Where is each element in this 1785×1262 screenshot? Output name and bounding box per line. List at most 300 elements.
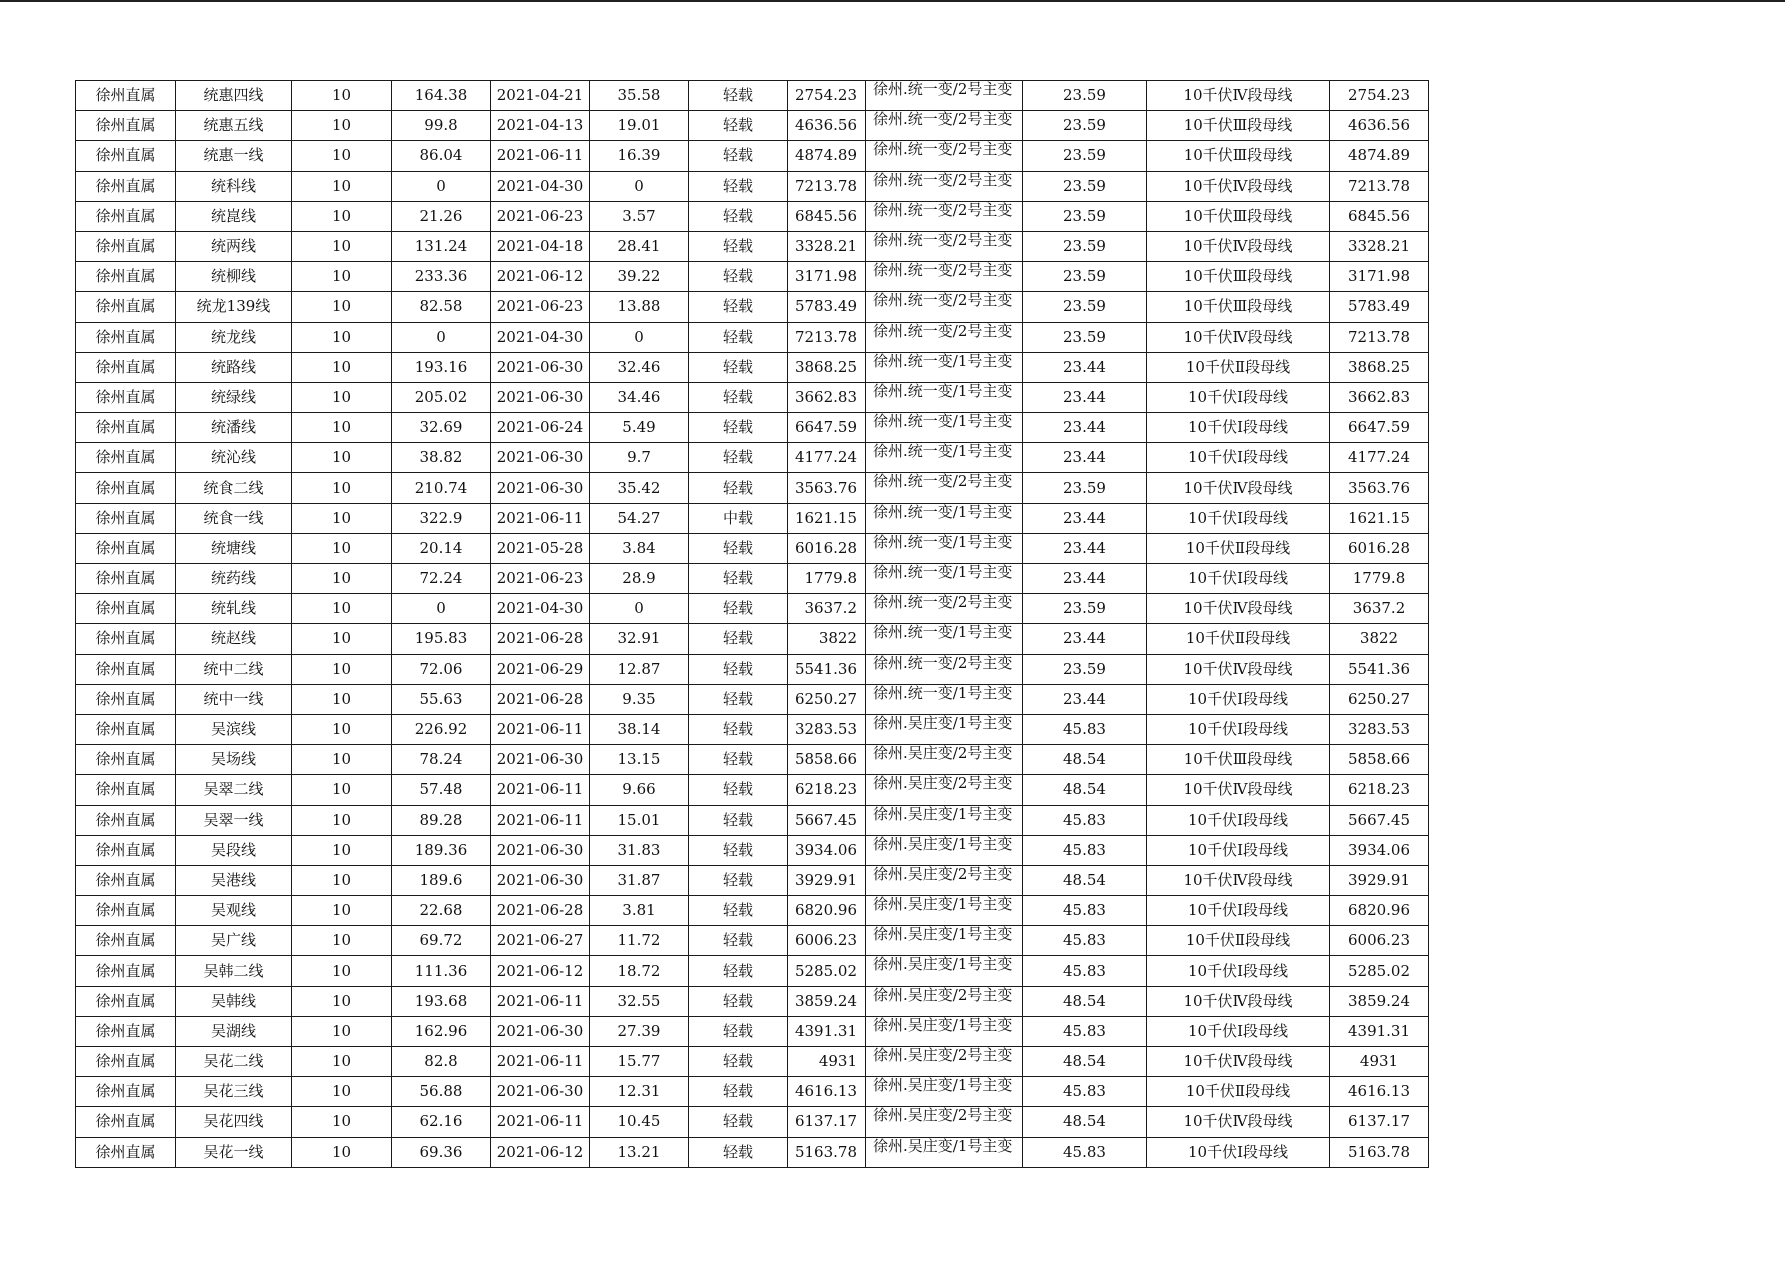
load-rate-cell: 11.72 [590,926,689,956]
transformer-load-rate-cell: 48.54 [1023,986,1147,1016]
date-cell: 2021-06-12 [491,1137,590,1167]
voltage-cell: 10 [292,382,392,412]
line-name-cell: 吴花一线 [176,1137,292,1167]
load-status-cell: 轻载 [689,141,788,171]
company-cell: 徐州直属 [76,654,176,684]
date-cell: 2021-06-29 [491,654,590,684]
voltage-cell: 10 [292,322,392,352]
line-name-cell: 统中一线 [176,684,292,714]
substation-transformer-cell: 徐州.吴庄变/1号主变 [866,896,1023,926]
busbar-cell: 10千伏Ⅳ段母线 [1147,1047,1330,1077]
line-name-cell: 统塘线 [176,533,292,563]
substation-transformer-cell: 徐州.统一变/1号主变 [866,533,1023,563]
load-status-cell: 轻载 [689,111,788,141]
voltage-cell: 10 [292,865,392,895]
busbar-cell: 10千伏Ⅰ段母线 [1147,503,1330,533]
load-rate-cell: 34.46 [590,382,689,412]
transformer-load-rate-cell: 45.83 [1023,896,1147,926]
busbar-cell: 10千伏Ⅰ段母线 [1147,382,1330,412]
substation-transformer-cell: 徐州.统一变/2号主变 [866,292,1023,322]
date-cell: 2021-06-24 [491,413,590,443]
voltage-cell: 10 [292,986,392,1016]
capacity-margin-cell: 5285.02 [1330,956,1429,986]
company-cell: 徐州直属 [76,81,176,111]
substation-transformer-cell: 徐州.吴庄变/2号主变 [866,1047,1023,1077]
busbar-cell: 10千伏Ⅱ段母线 [1147,624,1330,654]
transformer-load-rate-cell: 23.59 [1023,141,1147,171]
busbar-cell: 10千伏Ⅱ段母线 [1147,533,1330,563]
capacity-margin-cell: 3662.83 [1330,382,1429,412]
load-rate-cell: 32.91 [590,624,689,654]
load-status-cell: 轻载 [689,1107,788,1137]
busbar-cell: 10千伏Ⅰ段母线 [1147,443,1330,473]
date-cell: 2021-04-21 [491,81,590,111]
table-row [76,624,1429,654]
busbar-cell: 10千伏Ⅲ段母线 [1147,745,1330,775]
load-rate-cell: 35.58 [590,81,689,111]
load-status-cell: 轻载 [689,292,788,322]
voltage-cell: 10 [292,624,392,654]
company-cell: 徐州直属 [76,1077,176,1107]
company-cell: 徐州直属 [76,684,176,714]
load-rate-cell: 9.7 [590,443,689,473]
voltage-cell: 10 [292,564,392,594]
voltage-cell: 10 [292,745,392,775]
table-row [76,1137,1429,1167]
date-cell: 2021-06-30 [491,473,590,503]
load-status-cell: 轻载 [689,262,788,292]
transformer-load-rate-cell: 23.59 [1023,231,1147,261]
load-rate-cell: 18.72 [590,956,689,986]
available-capacity-cell: 4931 [788,1047,866,1077]
transformer-load-rate-cell: 23.44 [1023,382,1147,412]
load-status-cell: 轻载 [689,775,788,805]
max-current-cell: 78.24 [392,745,491,775]
company-cell: 徐州直属 [76,775,176,805]
table-row [76,1016,1429,1046]
substation-transformer-cell: 徐州.吴庄变/1号主变 [866,714,1023,744]
transformer-load-rate-cell: 23.44 [1023,533,1147,563]
transformer-load-rate-cell: 48.54 [1023,775,1147,805]
transformer-load-rate-cell: 23.59 [1023,171,1147,201]
transformer-load-rate-cell: 23.59 [1023,292,1147,322]
company-cell: 徐州直属 [76,745,176,775]
line-name-cell: 吴翠一线 [176,805,292,835]
max-current-cell: 86.04 [392,141,491,171]
capacity-margin-cell: 4874.89 [1330,141,1429,171]
load-status-cell: 轻载 [689,322,788,352]
busbar-cell: 10千伏Ⅳ段母线 [1147,171,1330,201]
substation-transformer-cell: 徐州.吴庄变/1号主变 [866,1016,1023,1046]
load-rate-cell: 28.41 [590,231,689,261]
transformer-load-rate-cell: 23.44 [1023,564,1147,594]
available-capacity-cell: 1779.8 [788,564,866,594]
busbar-cell: 10千伏Ⅱ段母线 [1147,1077,1330,1107]
date-cell: 2021-06-11 [491,141,590,171]
available-capacity-cell: 5163.78 [788,1137,866,1167]
substation-transformer-cell: 徐州.吴庄变/2号主变 [866,1107,1023,1137]
available-capacity-cell: 3662.83 [788,382,866,412]
max-current-cell: 82.8 [392,1047,491,1077]
capacity-margin-cell: 6647.59 [1330,413,1429,443]
substation-transformer-cell: 徐州.吴庄变/1号主变 [866,835,1023,865]
voltage-cell: 10 [292,926,392,956]
load-status-cell: 中载 [689,503,788,533]
line-name-cell: 吴广线 [176,926,292,956]
busbar-cell: 10千伏Ⅳ段母线 [1147,473,1330,503]
load-status-cell: 轻载 [689,896,788,926]
transformer-load-rate-cell: 23.59 [1023,322,1147,352]
voltage-cell: 10 [292,1107,392,1137]
transformer-load-rate-cell: 23.44 [1023,684,1147,714]
voltage-cell: 10 [292,413,392,443]
table-row [76,805,1429,835]
capacity-margin-cell: 3929.91 [1330,865,1429,895]
company-cell: 徐州直属 [76,171,176,201]
max-current-cell: 193.16 [392,352,491,382]
capacity-margin-cell: 6006.23 [1330,926,1429,956]
capacity-margin-cell: 3563.76 [1330,473,1429,503]
load-rate-cell: 13.88 [590,292,689,322]
capacity-margin-cell: 5783.49 [1330,292,1429,322]
transformer-load-rate-cell: 45.83 [1023,926,1147,956]
company-cell: 徐州直属 [76,865,176,895]
line-name-cell: 吴韩线 [176,986,292,1016]
capacity-margin-cell: 6016.28 [1330,533,1429,563]
table-row [76,564,1429,594]
busbar-cell: 10千伏Ⅳ段母线 [1147,1107,1330,1137]
line-name-cell: 吴翠二线 [176,775,292,805]
voltage-cell: 10 [292,1047,392,1077]
date-cell: 2021-06-30 [491,352,590,382]
max-current-cell: 32.69 [392,413,491,443]
line-name-cell: 统中二线 [176,654,292,684]
company-cell: 徐州直属 [76,292,176,322]
transformer-load-rate-cell: 45.83 [1023,1077,1147,1107]
capacity-margin-cell: 4636.56 [1330,111,1429,141]
transformer-load-rate-cell: 23.44 [1023,443,1147,473]
line-name-cell: 吴花二线 [176,1047,292,1077]
capacity-margin-cell: 4931 [1330,1047,1429,1077]
date-cell: 2021-04-30 [491,322,590,352]
load-status-cell: 轻载 [689,352,788,382]
available-capacity-cell: 6647.59 [788,413,866,443]
line-name-cell: 统科线 [176,171,292,201]
table-row [76,201,1429,231]
voltage-cell: 10 [292,141,392,171]
date-cell: 2021-06-23 [491,201,590,231]
capacity-margin-cell: 6218.23 [1330,775,1429,805]
max-current-cell: 162.96 [392,1016,491,1046]
substation-transformer-cell: 徐州.统一变/2号主变 [866,322,1023,352]
busbar-cell: 10千伏Ⅰ段母线 [1147,714,1330,744]
load-status-cell: 轻载 [689,684,788,714]
table-row [76,111,1429,141]
load-rate-cell: 12.31 [590,1077,689,1107]
load-rate-cell: 15.01 [590,805,689,835]
date-cell: 2021-06-11 [491,503,590,533]
substation-transformer-cell: 徐州.吴庄变/1号主变 [866,1077,1023,1107]
max-current-cell: 189.36 [392,835,491,865]
load-rate-cell: 32.46 [590,352,689,382]
capacity-margin-cell: 4177.24 [1330,443,1429,473]
capacity-margin-cell: 6137.17 [1330,1107,1429,1137]
substation-transformer-cell: 徐州.统一变/1号主变 [866,352,1023,382]
load-status-cell: 轻载 [689,594,788,624]
substation-transformer-cell: 徐州.统一变/1号主变 [866,503,1023,533]
company-cell: 徐州直属 [76,564,176,594]
transformer-load-rate-cell: 45.83 [1023,1016,1147,1046]
capacity-margin-cell: 5163.78 [1330,1137,1429,1167]
substation-transformer-cell: 徐州.统一变/2号主变 [866,231,1023,261]
busbar-cell: 10千伏Ⅲ段母线 [1147,111,1330,141]
load-rate-cell: 39.22 [590,262,689,292]
busbar-cell: 10千伏Ⅲ段母线 [1147,141,1330,171]
substation-transformer-cell: 徐州.吴庄变/1号主变 [866,926,1023,956]
table-row [76,413,1429,443]
load-rate-cell: 3.57 [590,201,689,231]
busbar-cell: 10千伏Ⅳ段母线 [1147,81,1330,111]
max-current-cell: 164.38 [392,81,491,111]
table-row [76,865,1429,895]
line-name-cell: 统龙139线 [176,292,292,322]
voltage-cell: 10 [292,775,392,805]
available-capacity-cell: 6218.23 [788,775,866,805]
voltage-cell: 10 [292,533,392,563]
busbar-cell: 10千伏Ⅱ段母线 [1147,352,1330,382]
transformer-load-rate-cell: 45.83 [1023,1137,1147,1167]
table-row [76,81,1429,111]
line-name-cell: 吴滨线 [176,714,292,744]
capacity-margin-cell: 5541.36 [1330,654,1429,684]
substation-transformer-cell: 徐州.统一变/2号主变 [866,171,1023,201]
load-rate-cell: 27.39 [590,1016,689,1046]
date-cell: 2021-06-30 [491,382,590,412]
substation-transformer-cell: 徐州.吴庄变/2号主变 [866,775,1023,805]
capacity-margin-cell: 3868.25 [1330,352,1429,382]
table-row [76,835,1429,865]
voltage-cell: 10 [292,805,392,835]
table-row [76,1047,1429,1077]
date-cell: 2021-05-28 [491,533,590,563]
busbar-cell: 10千伏Ⅱ段母线 [1147,926,1330,956]
load-rate-cell: 13.21 [590,1137,689,1167]
date-cell: 2021-06-23 [491,292,590,322]
date-cell: 2021-04-30 [491,171,590,201]
load-status-cell: 轻载 [689,443,788,473]
load-rate-cell: 32.55 [590,986,689,1016]
transformer-load-rate-cell: 23.59 [1023,201,1147,231]
substation-transformer-cell: 徐州.吴庄变/2号主变 [866,865,1023,895]
line-name-cell: 吴段线 [176,835,292,865]
line-name-cell: 吴韩二线 [176,956,292,986]
capacity-margin-cell: 3822 [1330,624,1429,654]
date-cell: 2021-06-30 [491,835,590,865]
busbar-cell: 10千伏Ⅰ段母线 [1147,413,1330,443]
transformer-load-rate-cell: 45.83 [1023,714,1147,744]
voltage-cell: 10 [292,956,392,986]
date-cell: 2021-06-30 [491,745,590,775]
load-rate-cell: 3.81 [590,896,689,926]
transformer-load-rate-cell: 48.54 [1023,865,1147,895]
busbar-cell: 10千伏Ⅰ段母线 [1147,684,1330,714]
available-capacity-cell: 7213.78 [788,322,866,352]
voltage-cell: 10 [292,111,392,141]
table-row [76,775,1429,805]
voltage-cell: 10 [292,352,392,382]
capacity-margin-cell: 1621.15 [1330,503,1429,533]
line-name-cell: 吴花四线 [176,1107,292,1137]
busbar-cell: 10千伏Ⅰ段母线 [1147,896,1330,926]
voltage-cell: 10 [292,896,392,926]
company-cell: 徐州直属 [76,805,176,835]
date-cell: 2021-06-28 [491,624,590,654]
available-capacity-cell: 4177.24 [788,443,866,473]
capacity-margin-cell: 3283.53 [1330,714,1429,744]
date-cell: 2021-06-11 [491,986,590,1016]
transformer-load-rate-cell: 23.59 [1023,594,1147,624]
capacity-margin-cell: 3859.24 [1330,986,1429,1016]
line-name-cell: 统柳线 [176,262,292,292]
voltage-cell: 10 [292,443,392,473]
voltage-cell: 10 [292,1016,392,1046]
transformer-load-rate-cell: 23.59 [1023,81,1147,111]
table-row [76,745,1429,775]
available-capacity-cell: 3563.76 [788,473,866,503]
max-current-cell: 226.92 [392,714,491,744]
date-cell: 2021-06-11 [491,714,590,744]
substation-transformer-cell: 徐州.统一变/1号主变 [866,624,1023,654]
company-cell: 徐州直属 [76,594,176,624]
line-name-cell: 吴港线 [176,865,292,895]
load-status-cell: 轻载 [689,81,788,111]
available-capacity-cell: 5667.45 [788,805,866,835]
max-current-cell: 189.6 [392,865,491,895]
date-cell: 2021-06-28 [491,896,590,926]
table-row [76,262,1429,292]
busbar-cell: 10千伏Ⅲ段母线 [1147,201,1330,231]
company-cell: 徐州直属 [76,473,176,503]
voltage-cell: 10 [292,503,392,533]
available-capacity-cell: 3283.53 [788,714,866,744]
available-capacity-cell: 4636.56 [788,111,866,141]
voltage-cell: 10 [292,262,392,292]
capacity-margin-cell: 5667.45 [1330,805,1429,835]
line-name-cell: 统崑线 [176,201,292,231]
transformer-load-rate-cell: 45.83 [1023,956,1147,986]
voltage-cell: 10 [292,292,392,322]
transformer-load-rate-cell: 23.59 [1023,262,1147,292]
voltage-cell: 10 [292,81,392,111]
load-rate-cell: 54.27 [590,503,689,533]
load-status-cell: 轻载 [689,1016,788,1046]
max-current-cell: 0 [392,322,491,352]
voltage-cell: 10 [292,714,392,744]
available-capacity-cell: 4616.13 [788,1077,866,1107]
company-cell: 徐州直属 [76,413,176,443]
table-row [76,594,1429,624]
table-row [76,443,1429,473]
load-status-cell: 轻载 [689,714,788,744]
available-capacity-cell: 3171.98 [788,262,866,292]
max-current-cell: 99.8 [392,111,491,141]
max-current-cell: 20.14 [392,533,491,563]
load-rate-cell: 35.42 [590,473,689,503]
max-current-cell: 205.02 [392,382,491,412]
load-status-cell: 轻载 [689,835,788,865]
capacity-margin-cell: 5858.66 [1330,745,1429,775]
load-rate-cell: 10.45 [590,1107,689,1137]
busbar-cell: 10千伏Ⅰ段母线 [1147,564,1330,594]
busbar-cell: 10千伏Ⅳ段母线 [1147,986,1330,1016]
transformer-load-rate-cell: 23.44 [1023,624,1147,654]
capacity-margin-cell: 6250.27 [1330,684,1429,714]
date-cell: 2021-06-23 [491,564,590,594]
table-row [76,473,1429,503]
transformer-load-rate-cell: 48.54 [1023,745,1147,775]
voltage-cell: 10 [292,1077,392,1107]
max-current-cell: 193.68 [392,986,491,1016]
load-status-cell: 轻载 [689,473,788,503]
table-row [76,986,1429,1016]
load-status-cell: 轻载 [689,745,788,775]
load-status-cell: 轻载 [689,956,788,986]
table-body [76,81,1429,1168]
table-row [76,322,1429,352]
busbar-cell: 10千伏Ⅳ段母线 [1147,654,1330,684]
available-capacity-cell: 6250.27 [788,684,866,714]
table-row [76,956,1429,986]
load-rate-cell: 31.87 [590,865,689,895]
date-cell: 2021-06-30 [491,1016,590,1046]
load-rate-cell: 38.14 [590,714,689,744]
company-cell: 徐州直属 [76,141,176,171]
line-name-cell: 吴湖线 [176,1016,292,1046]
line-name-cell: 统药线 [176,564,292,594]
substation-transformer-cell: 徐州.统一变/2号主变 [866,111,1023,141]
available-capacity-cell: 4391.31 [788,1016,866,1046]
date-cell: 2021-04-30 [491,594,590,624]
load-rate-cell: 13.15 [590,745,689,775]
load-status-cell: 轻载 [689,201,788,231]
available-capacity-cell: 3868.25 [788,352,866,382]
load-rate-cell: 31.83 [590,835,689,865]
capacity-margin-cell: 6820.96 [1330,896,1429,926]
company-cell: 徐州直属 [76,624,176,654]
available-capacity-cell: 5285.02 [788,956,866,986]
max-current-cell: 72.06 [392,654,491,684]
max-current-cell: 233.36 [392,262,491,292]
line-name-cell: 统潘线 [176,413,292,443]
load-status-cell: 轻载 [689,654,788,684]
busbar-cell: 10千伏Ⅰ段母线 [1147,1137,1330,1167]
load-status-cell: 轻载 [689,805,788,835]
table-row [76,171,1429,201]
load-status-cell: 轻载 [689,926,788,956]
line-name-cell: 统两线 [176,231,292,261]
busbar-cell: 10千伏Ⅰ段母线 [1147,835,1330,865]
substation-transformer-cell: 徐州.统一变/2号主变 [866,141,1023,171]
max-current-cell: 111.36 [392,956,491,986]
voltage-cell: 10 [292,473,392,503]
line-name-cell: 统轧线 [176,594,292,624]
load-status-cell: 轻载 [689,1047,788,1077]
max-current-cell: 56.88 [392,1077,491,1107]
company-cell: 徐州直属 [76,382,176,412]
voltage-cell: 10 [292,201,392,231]
line-name-cell: 统食一线 [176,503,292,533]
table-row [76,292,1429,322]
